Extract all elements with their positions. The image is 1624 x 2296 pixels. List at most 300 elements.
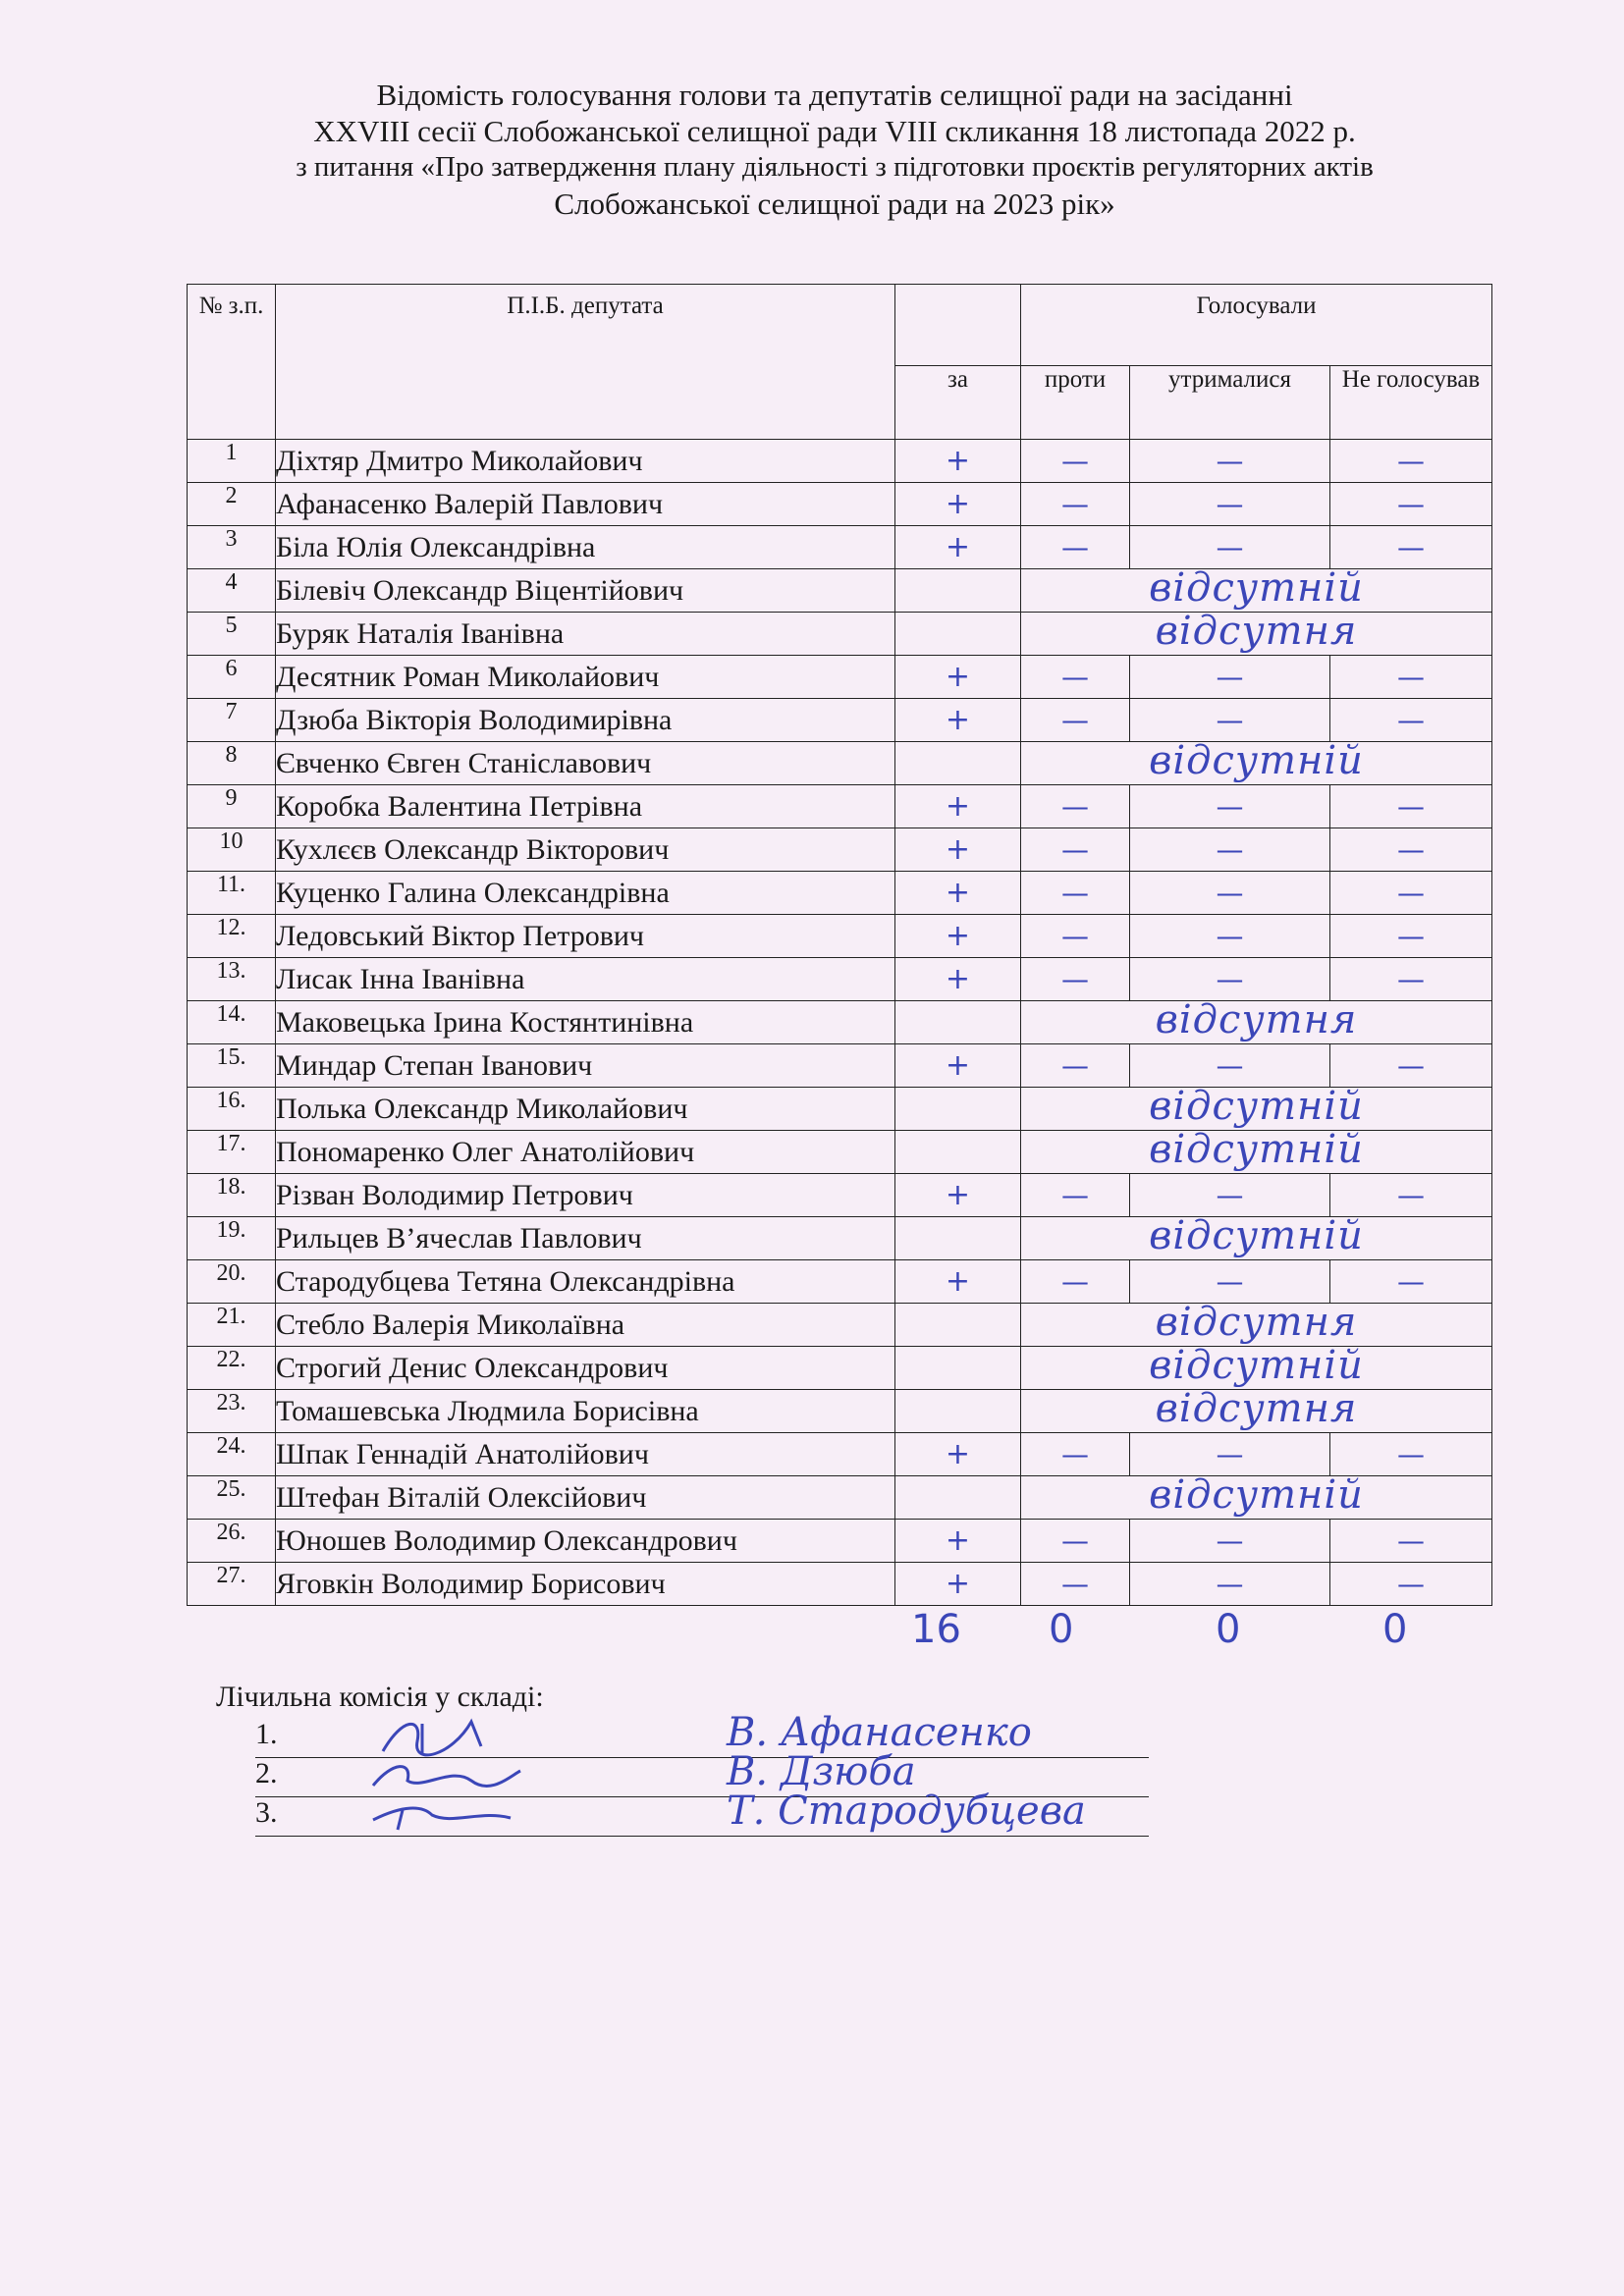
- row-number-value: 21.: [216, 1304, 246, 1329]
- vote-not-voted-value: —: [1397, 1523, 1426, 1557]
- row-number: [188, 526, 276, 569]
- total-not-voted: 0: [1382, 1607, 1408, 1652]
- row-number: [188, 1260, 276, 1304]
- row-number: [188, 483, 276, 526]
- deputy-name-value: Яговкін Володимир Борисович: [276, 1567, 666, 1600]
- table-row: [188, 526, 1492, 569]
- row-number-value: 25.: [216, 1476, 246, 1502]
- row-number-value: 17.: [216, 1131, 246, 1156]
- row-number-value: 10: [219, 828, 244, 854]
- deputy-name-value: Дзюба Вікторія Володимирівна: [276, 703, 673, 736]
- deputy-name: [276, 1044, 895, 1088]
- vote-for: [895, 1217, 1021, 1260]
- vote-for-value: +: [945, 875, 971, 910]
- deputy-name: [276, 569, 895, 613]
- table-row: [188, 1390, 1492, 1433]
- vote-against-value: —: [1061, 789, 1089, 823]
- vote-abstained-value: —: [1216, 444, 1244, 477]
- table-row: [188, 569, 1492, 613]
- absent-cell: [1021, 1127, 1492, 1174]
- table-row: [188, 1433, 1492, 1476]
- vote-not-voted-value: —: [1397, 1437, 1426, 1470]
- deputy-name-value: Миндар Степан Іванович: [276, 1048, 593, 1082]
- vote-against-value: —: [1061, 1178, 1089, 1211]
- header-voted: Голосували: [1021, 285, 1492, 366]
- row-number-value: 2: [225, 483, 238, 508]
- table-row: [188, 1131, 1492, 1174]
- vote-abstained-value: —: [1216, 1437, 1244, 1470]
- deputy-name: [276, 915, 895, 958]
- vote-abstained-value: —: [1216, 487, 1244, 520]
- deputy-name: [276, 613, 895, 656]
- deputy-name: [276, 1304, 895, 1347]
- vote-for-value: +: [945, 659, 971, 694]
- vote-against: [1021, 1044, 1130, 1088]
- vote-for: [895, 699, 1021, 742]
- deputy-name-value: Коробка Валентина Петрівна: [276, 789, 643, 823]
- vote-not-voted: [1330, 526, 1492, 569]
- row-number: [188, 1563, 276, 1606]
- vote-for-value: +: [945, 1566, 971, 1601]
- vote-not-voted: [1330, 958, 1492, 1001]
- deputy-name: [276, 656, 895, 699]
- row-number-value: 1: [225, 440, 238, 465]
- row-number: [188, 1131, 276, 1174]
- vote-not-voted: [1330, 915, 1492, 958]
- deputy-name: [276, 1433, 895, 1476]
- deputy-name: [276, 1520, 895, 1563]
- deputy-name-value: Маковецька Ірина Костянтинівна: [276, 1005, 694, 1039]
- table-row: [188, 1347, 1492, 1390]
- vote-for: [895, 483, 1021, 526]
- vote-against: [1021, 656, 1130, 699]
- vote-for: [895, 1563, 1021, 1606]
- vote-against-value: —: [1061, 1523, 1089, 1557]
- vote-not-voted: [1330, 483, 1492, 526]
- vote-abstained: [1130, 1433, 1330, 1476]
- vote-for: [895, 915, 1021, 958]
- vote-against-value: —: [1061, 876, 1089, 909]
- deputy-name-value: Стародубцева Тетяна Олександрівна: [276, 1264, 735, 1298]
- total-for: 16: [911, 1607, 961, 1652]
- row-number: [188, 742, 276, 785]
- vote-against: [1021, 915, 1130, 958]
- title-line-1: Відомість голосування голови та депутатів селищної ради на засіданні: [376, 78, 1293, 112]
- vote-for: [895, 1260, 1021, 1304]
- title-line-2: XXVIII сесії Слобожанської селищної ради VIII скликання 18 листопада 2022 р.: [313, 114, 1356, 148]
- vote-not-voted-value: —: [1397, 487, 1426, 520]
- vote-for: [895, 526, 1021, 569]
- vote-not-voted: [1330, 440, 1492, 483]
- deputy-name-value: Рильцев В’ячеслав Павлович: [276, 1221, 642, 1255]
- table-row: [188, 1217, 1492, 1260]
- vote-abstained: [1130, 440, 1330, 483]
- vote-for: [895, 828, 1021, 872]
- deputy-name-value: Буряк Наталія Іванівна: [276, 616, 565, 650]
- vote-against-value: —: [1061, 530, 1089, 563]
- table-row: [188, 872, 1492, 915]
- row-number: [188, 1044, 276, 1088]
- table-row: [188, 440, 1492, 483]
- deputy-name: [276, 699, 895, 742]
- row-number: [188, 1304, 276, 1347]
- vote-against: [1021, 872, 1130, 915]
- member-name: В. Афанасенко: [727, 1710, 1032, 1755]
- vote-abstained: [1130, 656, 1330, 699]
- vote-abstained-value: —: [1216, 1264, 1244, 1298]
- vote-abstained: [1130, 872, 1330, 915]
- vote-not-voted-value: —: [1397, 876, 1426, 909]
- deputy-name-value: Пономаренко Олег Анатолійович: [276, 1135, 695, 1168]
- vote-against-value: —: [1061, 919, 1089, 952]
- table-row: [188, 958, 1492, 1001]
- table-row: [188, 1001, 1492, 1044]
- table-row: [188, 1088, 1492, 1131]
- vote-against-value: —: [1061, 444, 1089, 477]
- deputy-name-value: Десятник Роман Миколайович: [276, 660, 660, 693]
- vote-for: [895, 656, 1021, 699]
- row-number-value: 6: [225, 656, 238, 681]
- vote-not-voted-value: —: [1397, 530, 1426, 563]
- row-number-value: 14.: [216, 1001, 246, 1027]
- vote-for-value: +: [945, 961, 971, 996]
- table-row: [188, 699, 1492, 742]
- row-number-value: 23.: [216, 1390, 246, 1415]
- deputy-name: [276, 1563, 895, 1606]
- vote-for: [895, 742, 1021, 785]
- vote-not-voted-value: —: [1397, 660, 1426, 693]
- absent-note: відсутня: [1155, 1300, 1358, 1345]
- signature-icon: [363, 1790, 530, 1848]
- total-abstained: 0: [1216, 1607, 1241, 1652]
- deputy-name: [276, 1088, 895, 1131]
- row-number: [188, 1390, 276, 1433]
- absent-cell: [1021, 609, 1492, 656]
- deputy-name: [276, 483, 895, 526]
- deputy-name: [276, 785, 895, 828]
- deputy-name-value: Афанасенко Валерій Павлович: [276, 487, 664, 520]
- vote-for-value: +: [945, 788, 971, 824]
- vote-for: [895, 1390, 1021, 1433]
- row-number: [188, 958, 276, 1001]
- deputy-name-value: Діхтяр Дмитро Миколайович: [276, 444, 643, 477]
- absent-note: відсутня: [1155, 609, 1358, 654]
- vote-against-value: —: [1061, 832, 1089, 866]
- vote-for: [895, 569, 1021, 613]
- vote-against: [1021, 1563, 1130, 1606]
- vote-abstained: [1130, 828, 1330, 872]
- row-number: [188, 1088, 276, 1131]
- vote-abstained: [1130, 526, 1330, 569]
- deputy-name-value: Лисак Інна Іванівна: [276, 962, 525, 995]
- vote-for: [895, 1174, 1021, 1217]
- vote-against: [1021, 483, 1130, 526]
- row-number: [188, 699, 276, 742]
- vote-for-value: +: [945, 1263, 971, 1299]
- row-number: [188, 1476, 276, 1520]
- vote-against: [1021, 1520, 1130, 1563]
- vote-for-value: +: [945, 486, 971, 521]
- deputy-name-value: Кухлєєв Олександр Вікторович: [276, 832, 670, 866]
- absent-cell: [1021, 1472, 1492, 1520]
- vote-against-value: —: [1061, 1048, 1089, 1082]
- vote-for: [895, 613, 1021, 656]
- vote-against: [1021, 785, 1130, 828]
- absent-note: відсутній: [1149, 1472, 1364, 1518]
- vote-abstained-value: —: [1216, 1567, 1244, 1600]
- deputy-name: [276, 1476, 895, 1520]
- vote-abstained-value: —: [1216, 876, 1244, 909]
- deputy-name-value: Білевіч Олександр Віцентійович: [276, 573, 684, 607]
- vote-against-value: —: [1061, 962, 1089, 995]
- deputy-name: [276, 1390, 895, 1433]
- absent-cell: [1021, 565, 1492, 613]
- vote-for: [895, 1131, 1021, 1174]
- vote-against-value: —: [1061, 1567, 1089, 1600]
- vote-not-voted-value: —: [1397, 919, 1426, 952]
- row-number-value: 16.: [216, 1088, 246, 1113]
- vote-abstained-value: —: [1216, 789, 1244, 823]
- row-number-value: 26.: [216, 1520, 246, 1545]
- vote-against: [1021, 440, 1130, 483]
- absent-cell: [1021, 1386, 1492, 1433]
- total-against: 0: [1049, 1607, 1074, 1652]
- voting-rows: [188, 440, 1492, 1606]
- row-number: [188, 1217, 276, 1260]
- header-empty: [895, 285, 1021, 366]
- row-number: [188, 440, 276, 483]
- vote-not-voted: [1330, 1563, 1492, 1606]
- vote-abstained: [1130, 699, 1330, 742]
- row-number: [188, 569, 276, 613]
- header-name: П.І.Б. депутата: [276, 285, 895, 440]
- absent-cell: [1021, 738, 1492, 785]
- table-row: [188, 483, 1492, 526]
- row-number-value: 3: [225, 526, 238, 552]
- vote-abstained-value: —: [1216, 1523, 1244, 1557]
- vote-against-value: —: [1061, 1264, 1089, 1298]
- vote-for: [895, 1347, 1021, 1390]
- vote-abstained: [1130, 785, 1330, 828]
- header-not-voted: Не голосував: [1330, 366, 1492, 440]
- vote-abstained: [1130, 483, 1330, 526]
- vote-not-voted: [1330, 828, 1492, 872]
- deputy-name-value: Стебло Валерія Миколаївна: [276, 1308, 625, 1341]
- row-number: [188, 1433, 276, 1476]
- vote-against: [1021, 699, 1130, 742]
- deputy-name: [276, 872, 895, 915]
- row-number-value: 5: [225, 613, 238, 638]
- row-number: [188, 1347, 276, 1390]
- row-number-value: 24.: [216, 1433, 246, 1459]
- document-title: [177, 77, 1492, 222]
- vote-against: [1021, 1433, 1130, 1476]
- vote-abstained: [1130, 1520, 1330, 1563]
- table-row: [188, 1304, 1492, 1347]
- table-row: [188, 1044, 1492, 1088]
- deputy-name-value: Строгий Денис Олександрович: [276, 1351, 669, 1384]
- vote-abstained-value: —: [1216, 962, 1244, 995]
- vote-for: [895, 1433, 1021, 1476]
- table-row: [188, 828, 1492, 872]
- row-number-value: 20.: [216, 1260, 246, 1286]
- vote-abstained-value: —: [1216, 1048, 1244, 1082]
- deputy-name: [276, 526, 895, 569]
- vote-for-value: +: [945, 918, 971, 953]
- header-abstained: утрималися: [1130, 366, 1330, 440]
- deputy-name: [276, 1347, 895, 1390]
- vote-for: [895, 872, 1021, 915]
- vote-not-voted: [1330, 872, 1492, 915]
- member-index: 1.: [255, 1718, 278, 1750]
- vote-abstained-value: —: [1216, 1178, 1244, 1211]
- absent-note: відсутній: [1149, 565, 1364, 611]
- vote-not-voted: [1330, 1433, 1492, 1476]
- vote-against-value: —: [1061, 703, 1089, 736]
- table-row: [188, 1174, 1492, 1217]
- vote-not-voted: [1330, 785, 1492, 828]
- vote-for: [895, 785, 1021, 828]
- vote-for-value: +: [945, 1047, 971, 1083]
- vote-against: [1021, 958, 1130, 1001]
- vote-not-voted: [1330, 656, 1492, 699]
- vote-not-voted-value: —: [1397, 1264, 1426, 1298]
- row-number-value: 9: [225, 785, 238, 811]
- vote-against: [1021, 1260, 1130, 1304]
- commission-member: [255, 1789, 1149, 1837]
- vote-abstained-value: —: [1216, 530, 1244, 563]
- vote-not-voted: [1330, 1520, 1492, 1563]
- table-row: [188, 742, 1492, 785]
- vote-abstained-value: —: [1216, 660, 1244, 693]
- deputy-name-value: Полька Олександр Миколайович: [276, 1092, 688, 1125]
- deputy-name-value: Томашевська Людмила Борисівна: [276, 1394, 699, 1427]
- vote-abstained: [1130, 958, 1330, 1001]
- row-number: [188, 828, 276, 872]
- vote-for: [895, 440, 1021, 483]
- row-number-value: 13.: [216, 958, 246, 984]
- vote-for-value: +: [945, 702, 971, 737]
- vote-abstained: [1130, 1044, 1330, 1088]
- vote-for-value: +: [945, 1436, 971, 1471]
- table-row: [188, 915, 1492, 958]
- deputy-name-value: Біла Юлія Олександрівна: [276, 530, 596, 563]
- vote-for-value: +: [945, 1177, 971, 1212]
- vote-not-voted-value: —: [1397, 703, 1426, 736]
- vote-for: [895, 1476, 1021, 1520]
- deputy-name: [276, 742, 895, 785]
- table-row: [188, 1260, 1492, 1304]
- title-line-4: Слобожанської селищної ради на 2023 рік»: [554, 187, 1115, 221]
- vote-for: [895, 1520, 1021, 1563]
- deputy-name: [276, 1174, 895, 1217]
- row-number: [188, 872, 276, 915]
- row-number-value: 12.: [216, 915, 246, 940]
- absent-note: відсутній: [1149, 1343, 1364, 1388]
- row-number: [188, 656, 276, 699]
- row-number: [188, 785, 276, 828]
- member-name: Т. Стародубцева: [727, 1789, 1086, 1834]
- title-line-3: з питання «Про затвердження плану діяльності з підготовки проєктів регуляторних актів: [296, 151, 1374, 183]
- vote-not-voted: [1330, 699, 1492, 742]
- table-row: [188, 785, 1492, 828]
- vote-abstained-value: —: [1216, 919, 1244, 952]
- vote-abstained-value: —: [1216, 832, 1244, 866]
- row-number-value: 19.: [216, 1217, 246, 1243]
- deputy-name: [276, 1260, 895, 1304]
- vote-for-value: +: [945, 529, 971, 564]
- vote-against-value: —: [1061, 487, 1089, 520]
- vote-not-voted-value: —: [1397, 1178, 1426, 1211]
- vote-abstained: [1130, 1174, 1330, 1217]
- row-number: [188, 915, 276, 958]
- vote-not-voted-value: —: [1397, 444, 1426, 477]
- vote-abstained: [1130, 1563, 1330, 1606]
- vote-against: [1021, 526, 1130, 569]
- vote-not-voted: [1330, 1260, 1492, 1304]
- deputy-name: [276, 958, 895, 1001]
- deputy-name-value: Євченко Євген Станіславович: [276, 746, 652, 779]
- table-row: [188, 1476, 1492, 1520]
- vote-for-value: +: [945, 831, 971, 867]
- row-number-value: 15.: [216, 1044, 246, 1070]
- vote-against: [1021, 1174, 1130, 1217]
- vote-abstained-value: —: [1216, 703, 1244, 736]
- vote-for: [895, 1001, 1021, 1044]
- vote-for: [895, 1304, 1021, 1347]
- vote-for-value: +: [945, 1522, 971, 1558]
- vote-against-value: —: [1061, 1437, 1089, 1470]
- absent-cell: [1021, 1300, 1492, 1347]
- absent-cell: [1021, 1343, 1492, 1390]
- deputy-name: [276, 828, 895, 872]
- member-name: В. Дзюба: [727, 1749, 916, 1794]
- vote-against-value: —: [1061, 660, 1089, 693]
- absent-note: відсутня: [1155, 1386, 1358, 1431]
- deputy-name-value: Шпак Геннадій Анатолійович: [276, 1437, 649, 1470]
- deputy-name: [276, 1131, 895, 1174]
- deputy-name-value: Різван Володимир Петрович: [276, 1178, 633, 1211]
- deputy-name-value: Куценко Галина Олександрівна: [276, 876, 670, 909]
- absent-note: відсутній: [1149, 738, 1364, 783]
- row-number-value: 11.: [216, 872, 246, 897]
- vote-not-voted: [1330, 1044, 1492, 1088]
- table-row: [188, 656, 1492, 699]
- row-number-value: 27.: [216, 1563, 246, 1588]
- row-number: [188, 613, 276, 656]
- vote-for: [895, 1088, 1021, 1131]
- row-number: [188, 1520, 276, 1563]
- header-num: № з.п.: [188, 285, 276, 440]
- row-number-value: 8: [225, 742, 238, 768]
- header-against: проти: [1021, 366, 1130, 440]
- vote-abstained: [1130, 1260, 1330, 1304]
- row-number-value: 22.: [216, 1347, 246, 1372]
- deputy-name-value: Ледовський Віктор Петрович: [276, 919, 644, 952]
- vote-not-voted-value: —: [1397, 962, 1426, 995]
- table-row: [188, 1520, 1492, 1563]
- table-row: [188, 613, 1492, 656]
- absent-note: відсутній: [1149, 1084, 1364, 1129]
- table-row: [188, 1563, 1492, 1606]
- absent-note: відсутній: [1149, 1213, 1364, 1258]
- vote-not-voted-value: —: [1397, 832, 1426, 866]
- deputy-name: [276, 1217, 895, 1260]
- vote-abstained: [1130, 915, 1330, 958]
- deputy-name: [276, 440, 895, 483]
- deputy-name-value: Штефан Віталій Олексійович: [276, 1480, 647, 1514]
- vote-for-value: +: [945, 443, 971, 478]
